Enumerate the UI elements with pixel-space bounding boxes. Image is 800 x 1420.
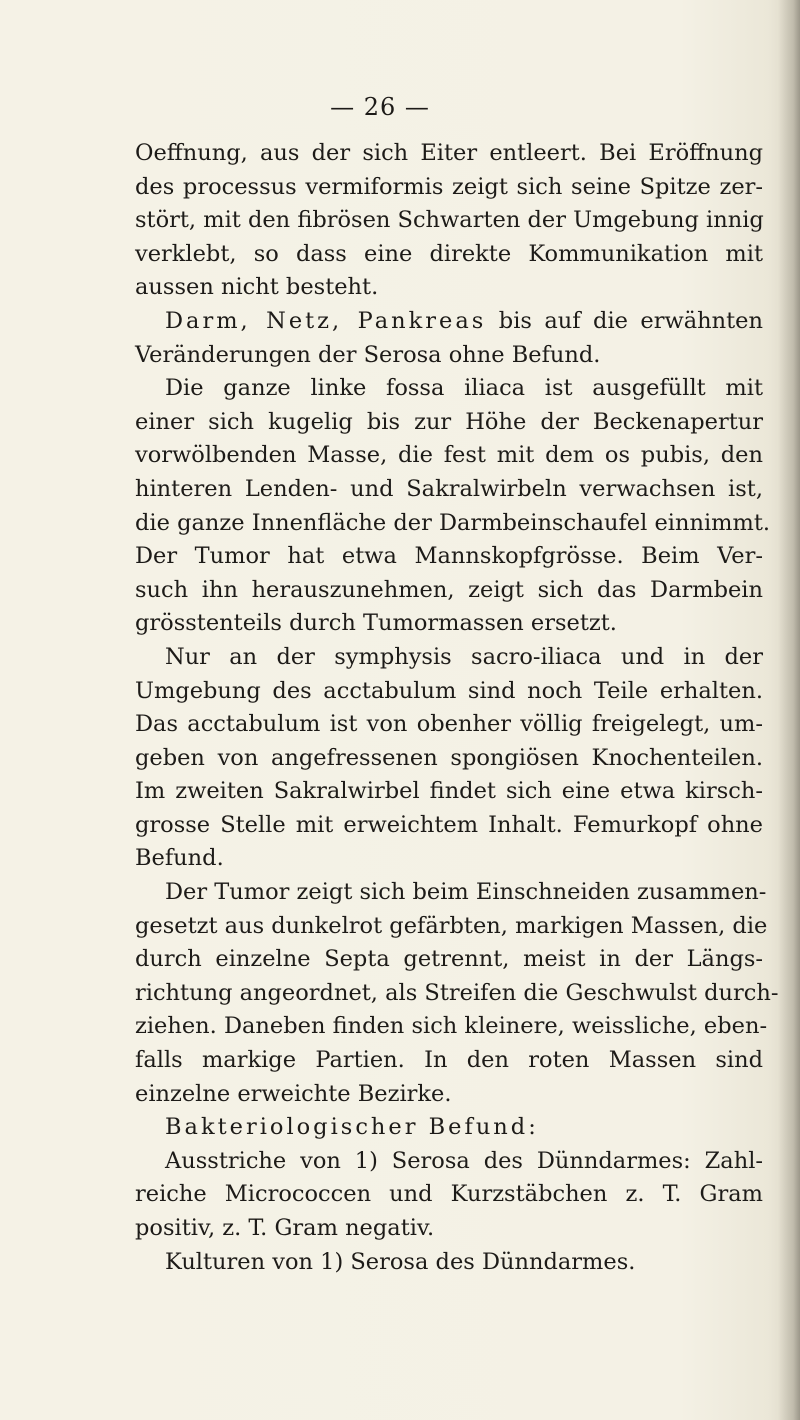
- text-line: vorwölbenden Masse, die fest mit dem os pubis, den: [135, 442, 763, 469]
- text-line: die ganze Innenfläche der Darmbeinschaufel einnimmt.: [135, 509, 771, 536]
- text-line: stört, mit den fibrösen Schwarten der Umgebung innig: [135, 207, 764, 234]
- text-line: gesetzt aus dunkelrot gefärbten, markigen Massen, die: [135, 912, 768, 939]
- text-line: einer sich kugelig bis zur Höhe der Beckenapertur: [135, 408, 763, 435]
- text-line: des processus vermiformis zeigt sich seine Spitze zer-: [135, 173, 763, 200]
- text-line: Das acctabulum ist von obenher völlig freigelegt, um-: [135, 711, 763, 738]
- text-line: Der Tumor zeigt sich beim Einschneiden zusammen-: [165, 879, 767, 906]
- emphasis-spaced: Bakteriologischer Befund:: [165, 1114, 539, 1141]
- text-line: hinteren Lenden- und Sakralwirbeln verwachsen ist,: [135, 475, 763, 502]
- text-line: Befund.: [135, 845, 224, 872]
- text-line: Kulturen von 1) Serosa des Dünndarmes.: [165, 1248, 636, 1275]
- text-line: such ihn herauszunehmen, zeigt sich das Darmbein: [135, 576, 763, 603]
- text-line: grosse Stelle mit erweichtem Inhalt. Femurkopf ohne: [135, 811, 763, 838]
- text-line: Nur an der symphysis sacro-iliaca und in der: [165, 643, 763, 670]
- text-line: Veränderungen der Serosa ohne Befund.: [135, 341, 601, 368]
- text-line: Umgebung des acctabulum sind noch Teile erhalten.: [135, 677, 763, 704]
- text-line: Oeffnung, aus der sich Eiter entleert. Bei Eröffnung: [135, 140, 763, 166]
- emphasis-spaced: Darm, Netz, Pankreas: [165, 307, 487, 334]
- text-line: Im zweiten Sakralwirbel findet sich eine etwa kirsch-: [135, 778, 763, 805]
- text-line: durch einzelne Septa getrennt, meist in der Längs-: [135, 946, 763, 973]
- text-line: einzelne erweichte Bezirke.: [135, 1080, 452, 1107]
- text-line: falls markige Partien. In den roten Massen sind: [135, 1047, 763, 1074]
- body-text: [135, 137, 779, 1279]
- text-line: Der Tumor hat etwa Mannskopfgrösse. Beim Ver-: [135, 543, 763, 570]
- page-edge-shadow: [778, 0, 800, 1420]
- text-line: geben von angefressenen spongiösen Knochenteilen.: [135, 744, 763, 771]
- text-line: richtung angeordnet, als Streifen die Geschwulst durch-: [135, 979, 779, 1006]
- page-number: — 26 —: [330, 93, 430, 121]
- text-line: Die ganze linke fossa iliaca ist ausgefüllt mit: [165, 375, 763, 402]
- text-line: grösstenteils durch Tumormassen ersetzt.: [135, 610, 617, 637]
- text-line: [135, 1111, 763, 1145]
- text-line: reiche Micrococcen und Kurzstäbchen z. T. Gram: [135, 1181, 763, 1208]
- text-line: positiv, z. T. Gram negativ.: [135, 1215, 435, 1241]
- text-line: Darm, Netz, Pankreas bis auf die erwähnten: [165, 307, 763, 334]
- text-line: aussen nicht besteht.: [135, 274, 379, 301]
- text-line: ziehen. Daneben finden sich kleinere, weissliche, eben-: [135, 1013, 768, 1040]
- text-line: Ausstriche von 1) Serosa des Dünndarmes: Zahl-: [165, 1147, 763, 1174]
- text-line: verklebt, so dass eine direkte Kommunikation mit: [135, 240, 763, 267]
